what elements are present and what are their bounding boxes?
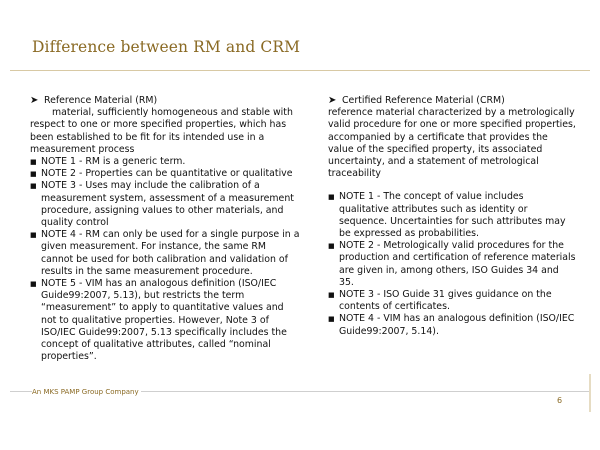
crm-column [328,95,576,338]
crm-note-text: NOTE 3 - ISO Guide 31 gives guidance on the contents of certificates. [339,289,552,313]
square-bullet-icon: ■ [30,231,37,240]
rm-note-text: NOTE 3 - Uses may include the calibration of a measurement system, assessment of a measurement procedure, assigning values to other materials, and quality control [41,180,294,229]
crm-heading: Certified Reference Material (CRM) [342,95,505,106]
list-item [328,191,576,240]
list-item [328,313,576,337]
rm-note-text: NOTE 2 - Properties can be quantitative or qualitative [41,168,293,180]
rm-definition: material, sufficiently homogeneous and stable with respect to one or more specified properties, which has been established to be fit for its intended use in a measurement process [30,107,293,155]
crm-note-text: NOTE 4 - VIM has an analogous definition (ISO/IEC Guide99:2007, 5.14). [339,313,575,337]
square-bullet-icon: ■ [328,315,335,324]
list-item [30,168,300,180]
rm-column [30,95,300,363]
crm-note-text: NOTE 2 - Metrologically valid procedures for the production and certification of reference materials are given in, among others, ISO Guides 34 and 35. [339,240,576,288]
list-item [328,240,576,289]
list-item [30,156,300,168]
list-item [30,278,300,363]
rm-note-text: NOTE 4 - RM can only be used for a single purpose in a given measurement. For instance, the same RM cannot be used for both calibration and validation of results in the same measurement procedure. [41,229,300,277]
rm-note-text: NOTE 1 - RM is a generic term. [41,156,186,168]
crm-notes-list [328,191,576,337]
rm-heading: Reference Material (RM) [44,95,158,106]
list-item [30,180,300,229]
list-item [30,229,300,278]
company-tagline: An MKS PAMP Group Company [32,388,139,396]
crm-definition: reference material characterized by a metrologically valid procedure for one or more specified properties, accompanied by a certificate that provides the value of the specified property, its associated uncertainty, and a statement of metrological traceability [328,107,576,180]
square-bullet-icon: ■ [30,170,37,179]
crm-note-text: NOTE 1 - The concept of value includes qualitative attributes such as identity or sequence. Uncertainties for such attributes may be expressed as probabilities. [339,191,566,240]
rm-note-text: NOTE 5 - VIM has an analogous definition (ISO/IEC Guide99:2007, 5.13), but restricts the term “measurement” to apply to quantitative values and not to qualitative properties. However, Note 3 of ISO/IEC Guide99:2007, 5.13 specifically includes the concept of qualitative attributes, called “nominal properties”. [41,278,287,363]
decorative-bar [589,374,591,412]
title-divider [10,70,590,71]
square-bullet-icon: ■ [328,193,335,202]
arrow-bullet-icon: ➤ [30,95,39,106]
square-bullet-icon: ■ [30,182,37,191]
rm-heading-line [30,95,300,107]
square-bullet-icon: ■ [328,291,335,300]
rm-notes-list [30,156,300,363]
slide-title: Difference between RM and CRM [32,38,301,56]
list-item [328,289,576,313]
spacer [328,180,576,191]
square-bullet-icon: ■ [328,242,335,251]
square-bullet-icon: ■ [30,158,37,167]
crm-heading-line [328,95,576,107]
square-bullet-icon: ■ [30,280,37,289]
page-number: 6 [557,396,563,405]
arrow-bullet-icon: ➤ [328,95,337,106]
